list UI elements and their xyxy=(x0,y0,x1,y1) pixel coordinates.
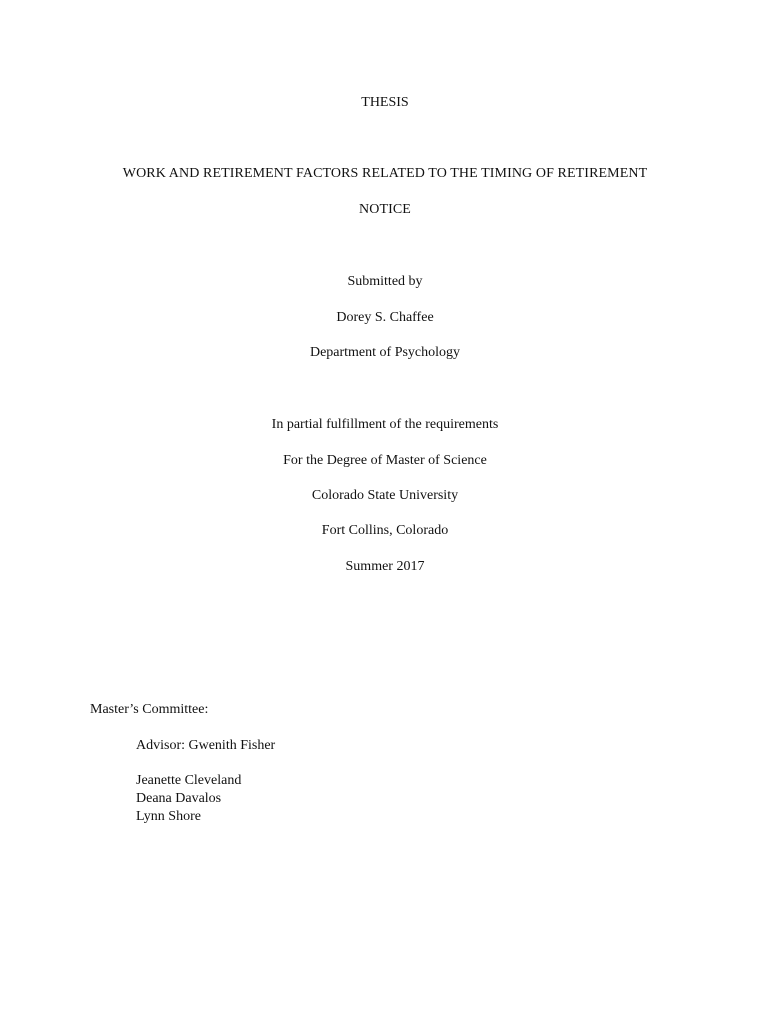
committee-heading: Master’s Committee: xyxy=(90,702,209,717)
submission-term: Summer 2017 xyxy=(345,559,425,574)
university-name: Colorado State University xyxy=(311,488,459,503)
university-location: Fort Collins, Colorado xyxy=(321,523,449,538)
document-type-heading: THESIS xyxy=(361,95,409,110)
fulfillment-statement: In partial fulfillment of the requirements xyxy=(271,417,499,432)
submitted-by-label: Submitted by xyxy=(347,274,423,289)
committee-member: Deana Davalos xyxy=(136,791,222,806)
author-name: Dorey S. Chaffee xyxy=(336,310,434,325)
degree-statement: For the Degree of Master of Science xyxy=(283,453,487,468)
thesis-title-line-1: WORK AND RETIREMENT FACTORS RELATED TO THE TIMING OF RETIREMENT xyxy=(122,166,648,181)
department-name: Department of Psychology xyxy=(309,345,461,360)
committee-member: Lynn Shore xyxy=(136,809,201,824)
committee-advisor: Advisor: Gwenith Fisher xyxy=(136,738,276,753)
thesis-title-line-2: NOTICE xyxy=(359,202,411,217)
committee-member: Jeanette Cleveland xyxy=(136,773,242,788)
